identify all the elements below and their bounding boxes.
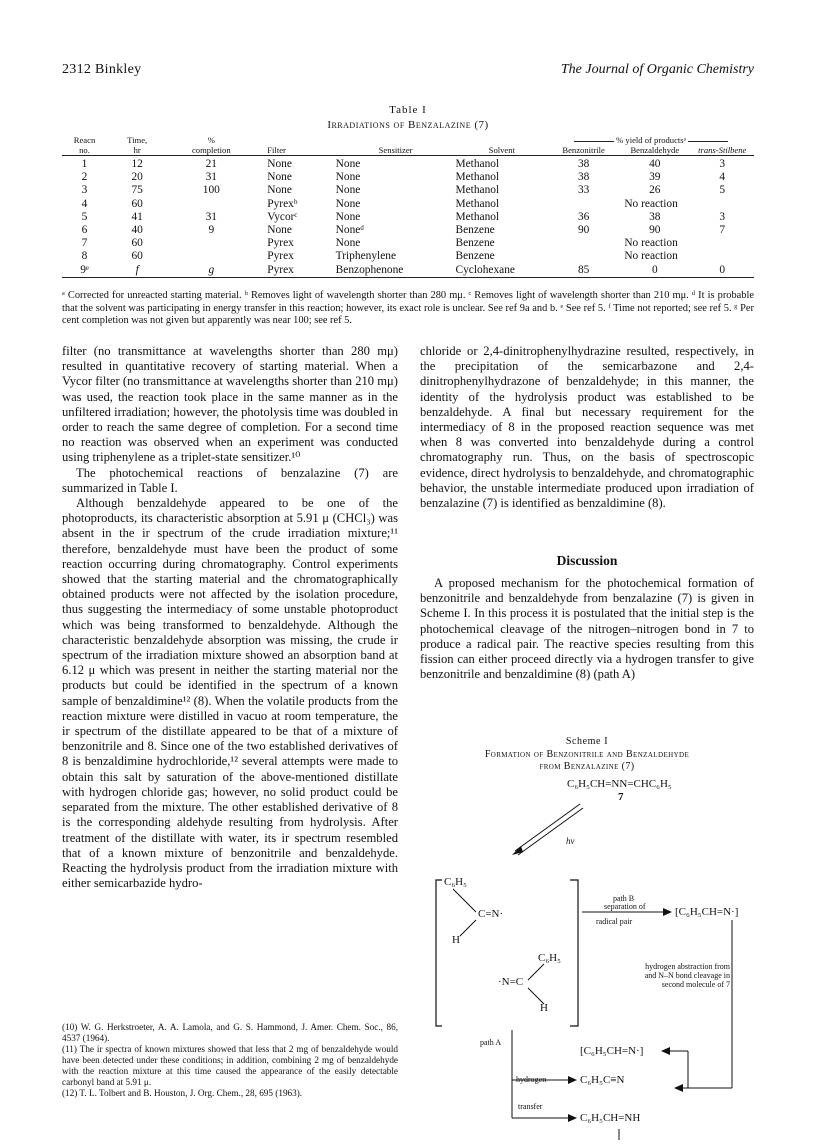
benzonitrile-product: C₆H₅C≡N: [580, 1074, 625, 1086]
discussion-heading: Discussion: [556, 553, 618, 568]
table-row: 4 60 Pyrexᵇ None Methanol No reaction: [81, 197, 678, 210]
hdr-pct: %: [207, 135, 215, 145]
hdr-solvent: Solvent: [488, 145, 515, 155]
discussion-text: [420, 576, 754, 682]
radical-box: [C₆H₅CH=N·]: [580, 1045, 644, 1057]
radical-pair-label: radical pair: [596, 917, 633, 926]
journal-name: The Journal of Organic Chemistry: [560, 62, 754, 77]
hdr-no: no.: [79, 145, 90, 155]
hydrogen-label: hydrogen: [516, 1075, 547, 1084]
h-abstraction-note: hydrogen abstraction from and N–N bond cleavage in second molecule of 7: [644, 962, 730, 989]
right-column-top: [420, 344, 754, 511]
nc-radical: ·N=C: [498, 976, 524, 988]
hdr-stilbene: trans-Stilbene: [698, 145, 747, 155]
left-column: [62, 344, 398, 891]
benzalazine-formula: C₆H₅CH=NN=CHC₆H₅: [567, 778, 672, 790]
right-paragraph-1: chloride or 2,4-dinitrophenylhydrazine resulted, respectively, in the precipitation of the semicarbazone and 2,4-dinitrophenylhydrazone of benzaldehyde; in this manner, the identity of the hydrolysis product was established to be benzaldehyde. A final but necessary requirement for the intermediacy of 8 in the proposed reaction sequence was met when 8 was converted into benzaldehyde during a control chromatography run. Thus, on the basis of spectroscopic evidence, direct hydrolysis to benzaldehyde, and chromatographic behavior, the unstable intermediate produced upon irradiation of benzalazine (7) is identified as benzaldimine (8).: [420, 344, 754, 511]
hdr-time: Time,: [127, 135, 148, 145]
path-a-label: path A: [480, 1038, 502, 1047]
table-header-row-2: [62, 145, 754, 156]
c6h5-upper: C₆H₅: [444, 876, 467, 888]
hdr-sensitizer: Sensitizer: [378, 145, 413, 155]
table-row: 9ᵉ f g Pyrex Benzophenone Cyclohexane 85 0 0: [80, 263, 726, 276]
page-number-author: 2312 Binkley: [62, 62, 142, 77]
h-left: H: [452, 934, 460, 946]
hdr-filter: Filter: [267, 145, 286, 155]
reference-11: (11) The ir spectra of known mixtures showed that less that 2 mg of benzaldehyde would have been detected under these conditions; in addition, combining 2 mg of benzaldehyde with the reaction mixture at this time caused the appearance of the easily detectable carbonyl band at 5.91 μ.: [62, 1044, 398, 1087]
separation-label: separation of: [604, 902, 646, 911]
hdr-completion: completion: [191, 145, 231, 155]
table-title: Table I: [389, 104, 427, 116]
reference-12: (12) T. L. Tolbert and B. Houston, J. Org. Chem., 28, 695 (1963).: [62, 1088, 303, 1098]
cn-radical: C=N·: [478, 908, 504, 920]
table-row: 7 60 Pyrex None Benzene No reaction: [81, 237, 678, 250]
scheme-title: Scheme I: [565, 736, 609, 747]
table-subtitle: Irradiations of Benzalazine (7): [327, 119, 489, 131]
benzaldimine-product: C₆H₅CH=NH: [580, 1112, 641, 1124]
left-paragraph-2: The photochemical reactions of benzalazine (7) are summarized in Table I.: [62, 465, 398, 495]
table-row: 1 12 21 None None Methanol 38 40 3: [81, 158, 726, 170]
path-b-label: path B: [613, 894, 635, 903]
table-row: 8 60 Pyrex Triphenylene Benzene No reaction: [81, 250, 678, 263]
table-footnotes: ᵃ Corrected for unreacted starting material. ᵇ Removes light of wavelength shorter than 280 mμ. ᶜ Removes light of wavelength shorter than 210 mμ. ᵈ It is probable that the solvent was participating in energy transfer in this reaction; however, its exact role is unclear. See ref 9a and b. ᵉ See ref 5. ᶠ Time not reported; see ref 5. ᵍ Per cent completion was not given but apparently was near 100; see ref 5.: [62, 290, 754, 327]
table-row: 6 40 9 None Noneᵈ Benzene 90 90 7: [81, 224, 726, 237]
scheme-subtitle-1: Formation of Benzonitrile and Benzaldehyde: [484, 749, 690, 760]
table-row: 3 75 100 None None Methanol 33 26 5: [81, 184, 726, 197]
scheme-subtitle-2: from Benzalazine (7): [539, 761, 635, 772]
hdr-benzonitrile: Benzonitrile: [562, 145, 605, 155]
c6h5-lower: C₆H₅: [538, 952, 561, 964]
hdr-hr: hr: [133, 145, 141, 155]
reference-10: (10) W. G. Herkstroeter, A. A. Lamola, and G. S. Hammond, J. Amer. Chem. Soc., 86, 4537 (1964).: [62, 1022, 398, 1043]
path-b-product: [C₆H₅CH=N·]: [675, 906, 739, 918]
transfer-label: transfer: [518, 1102, 543, 1111]
irradiations-table: [62, 135, 754, 279]
compound-7-label: 7: [618, 791, 624, 803]
references: [62, 1022, 398, 1099]
table-header-row-1: [62, 135, 754, 145]
hdr-reacn: Reacn: [73, 135, 96, 145]
table-row: 5 41 31 Vycorᶜ None Methanol 36 38 3: [81, 210, 726, 223]
table-row: 2 20 31 None None Methanol 38 39 4: [81, 171, 726, 184]
hv-label: hν: [566, 836, 575, 846]
hdr-yield-group: % yield of productsᵃ: [548, 135, 754, 145]
h-bottom: H: [540, 1002, 548, 1014]
discussion-paragraph: A proposed mechanism for the photochemical formation of benzonitrile and benzaldehyde from benzalazine (7) is given in Scheme I. In this process it is postulated that the initial step is the photochemical cleavage of the nitrogen–nitrogen bond in 7 to produce a radical pair. The reactive species resulting from this fission can either proceed directly via a hydrogen transfer to give benzonitrile and benzaldimine (8) (path A): [420, 576, 754, 682]
left-paragraph-1: filter (no transmittance at wavelengths shorter than 280 mμ) resulted in quantitative recovery of starting material. When a Vycor filter (no transmittance at wavelengths shorter than 210 mμ) was used, the reaction took place in the same manner as in the unfiltered irradiation; however, the photolysis time was doubled in order to reach the same degree of completion. For a second time no reaction was observed when an experiment was conducted using triphenylene as a triplet-state sensitizer.¹⁰: [62, 344, 398, 465]
hdr-benzaldehyde: Benzaldehyde: [630, 145, 680, 155]
left-paragraph-3: Although benzaldehyde appeared to be one of the photoproducts, its characteristic absorption at 5.91 μ (CHCl₃) was absent in the ir spectrum of the crude irradiation mixture;¹¹ therefore, benzaldehyde must have been the product of some reaction occurring during chromatography. Control experiments showed that the starting material and the chromatographically obtained products were not affected by the isolation procedure, thus suggesting the intermediacy of some unstable photoproduct which was being transformed to benzaldehyde. Although the characteristic benzaldehyde absorption was missing, the crude ir spectrum of the irradiation mixture showed an absorption band at 6.12 μ which was present in neither the starting material nor the products but could be identified in the spectrum of a known sample of benzaldimine¹² (8). When the volatile products from the reaction mixture were distilled in vacuo at room temperature, the ir spectrum of the distillate appeared to be that of a mixture of benzonitrile and 8. Since one of the two established derivatives of 8 is benzaldimine hydrochloride,¹² several attempts were made to obtain this salt by saturation of the above-mentioned distillate with hydrogen chloride gas; however, no solid product could be separated from the mixture. The other established derivative of 8 is the corresponding aldehyde resulting from hydrolysis. After treatment of the distillate with water, its ir spectrum resembled that of a known mixture of benzonitrile and benzaldehyde. Reacting the hydrolysis product from the irradiation mixture with either semicarbazide hydro-: [62, 496, 398, 891]
scheme-1: [420, 736, 754, 1141]
